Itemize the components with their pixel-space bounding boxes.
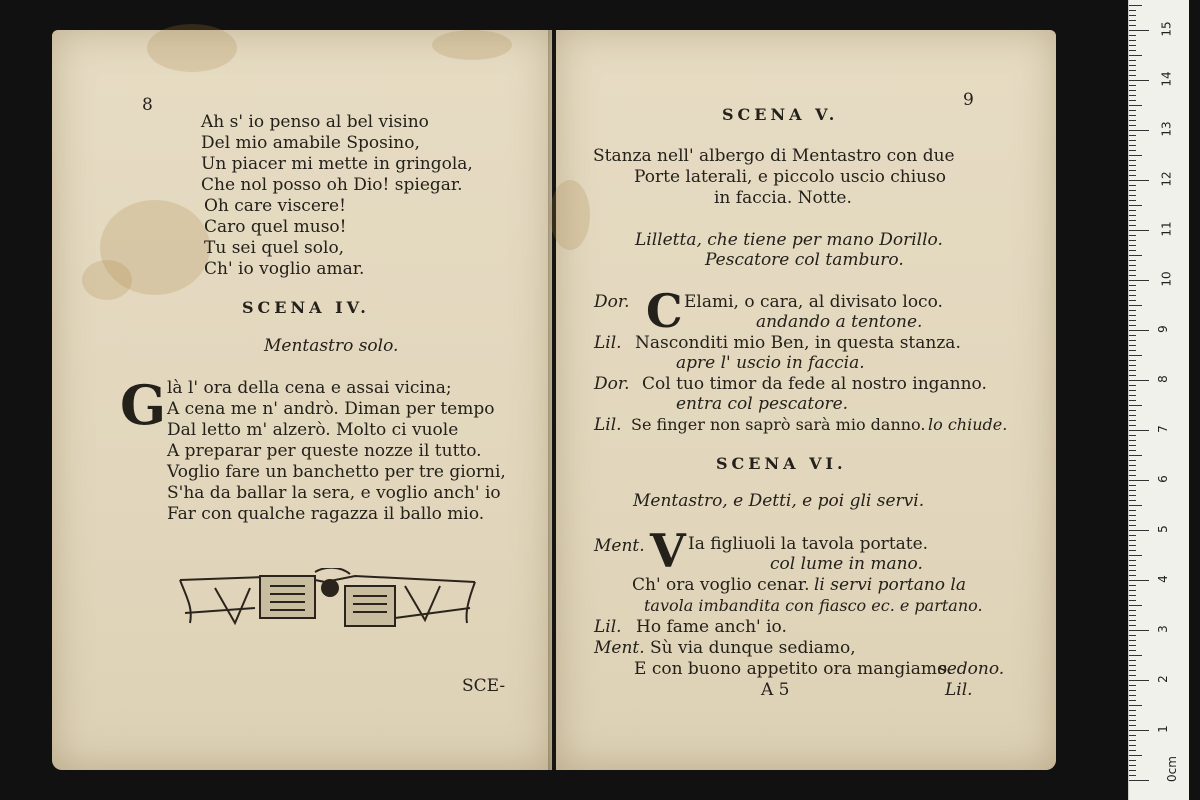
ruler-label: 14 [1159, 71, 1174, 87]
ruler-tick [1129, 580, 1149, 581]
ruler-tick [1129, 740, 1136, 741]
ruler-tick [1129, 330, 1149, 331]
ruler-tick [1129, 345, 1136, 346]
verse-line: Che nol posso oh Dio! spiegar. [201, 175, 463, 195]
ruler-tick [1129, 145, 1136, 146]
speaker-tag: Lil. [594, 415, 622, 435]
ruler-tick [1129, 675, 1136, 676]
ruler-tick [1129, 240, 1136, 241]
ruler-tick [1129, 545, 1136, 546]
ruler-tick [1129, 340, 1136, 341]
speech-line: A cena me n' andrò. Diman per tempo [167, 399, 495, 419]
ruler-label: 8 [1155, 375, 1170, 383]
dialogue-line: Ho fame anch' io. [636, 617, 787, 637]
dialogue-line: Col tuo timor da fede al nostro inganno. [642, 374, 987, 394]
ruler-tick [1129, 250, 1136, 251]
ruler-tick [1129, 660, 1136, 661]
ruler-tick [1129, 780, 1149, 781]
speaker-tag: Lil. [594, 333, 622, 353]
ruler-tick [1129, 425, 1136, 426]
ruler-tick [1129, 610, 1136, 611]
ruler-tick [1129, 60, 1136, 61]
ruler-tick [1129, 715, 1136, 716]
ruler-tick [1129, 255, 1142, 256]
ruler-tick [1129, 525, 1136, 526]
ruler-tick [1129, 365, 1136, 366]
ruler-label: 0cm [1164, 756, 1179, 782]
ruler-tick [1129, 750, 1136, 751]
ruler-tick [1129, 155, 1142, 156]
ruler-tick [1129, 245, 1136, 246]
ruler-tick [1129, 650, 1136, 651]
speaker-tag: Dor. [594, 374, 630, 394]
ruler-tick [1129, 350, 1136, 351]
ruler-tick [1129, 270, 1136, 271]
scene-heading: SCENA IV. [242, 298, 370, 317]
ruler-tick [1129, 710, 1136, 711]
ruler-tick [1129, 410, 1136, 411]
ruler-tick [1129, 460, 1136, 461]
ruler-tick [1129, 520, 1136, 521]
ruler-tick [1129, 775, 1136, 776]
characters-line: Mentastro, e Detti, e poi gli servi. [633, 491, 925, 511]
ruler-tick [1129, 260, 1136, 261]
ruler-label: 12 [1159, 171, 1174, 187]
speech-line: Far con qualche ragazza il ballo mio. [167, 504, 485, 524]
ruler-tick [1129, 515, 1136, 516]
ruler-tick [1129, 305, 1142, 306]
speech-line: Voglio fare un banchetto per tre giorni, [167, 462, 506, 482]
ruler-tick [1129, 385, 1136, 386]
ruler-tick [1129, 75, 1136, 76]
ruler-tick [1129, 565, 1136, 566]
stage-direction: tavola imbandita con fiasco ec. e partano. [644, 596, 983, 615]
ruler-tick [1129, 230, 1149, 231]
ruler-tick [1129, 45, 1136, 46]
ruler-tick [1129, 160, 1136, 161]
drop-cap: V [650, 524, 686, 578]
ruler-tick [1129, 315, 1136, 316]
ruler-tick [1129, 585, 1136, 586]
catchword: Lil. [945, 680, 973, 700]
ruler-tick [1129, 625, 1136, 626]
ruler-tick [1129, 320, 1136, 321]
ruler-tick [1129, 455, 1142, 456]
ruler-label: 9 [1155, 325, 1170, 333]
speech-line: là l' ora della cena e assai vicina; [167, 378, 452, 398]
ruler-tick [1129, 635, 1136, 636]
ruler-tick [1129, 90, 1136, 91]
ruler-label: 11 [1159, 221, 1174, 237]
ruler-tick [1129, 235, 1136, 236]
ruler-tick [1129, 360, 1136, 361]
ruler-tick [1129, 475, 1136, 476]
ruler-tick [1129, 275, 1136, 276]
ruler-tick [1129, 150, 1136, 151]
ruler-tick [1129, 745, 1136, 746]
ruler-tick [1129, 185, 1136, 186]
ruler-tick [1129, 285, 1136, 286]
ruler-tick [1129, 670, 1136, 671]
verse-line: Tu sei quel solo, [204, 238, 345, 258]
ruler-tick [1129, 415, 1136, 416]
dialogue-line: Sù via dunque sediamo, [650, 638, 856, 658]
speaker-tag: Dor. [594, 292, 630, 312]
ruler-tick [1129, 370, 1136, 371]
ruler-tick [1129, 55, 1142, 56]
stage-direction: apre l' uscio in faccia. [676, 353, 865, 373]
dialogue-line: Ch' ora voglio cenar. [632, 575, 810, 595]
ruler-tick [1129, 550, 1136, 551]
ruler-tick [1129, 630, 1149, 631]
setting-line: Stanza nell' albergo di Mentastro con due [593, 146, 955, 166]
ruler-tick [1129, 355, 1142, 356]
woodcut-ornament-icon [175, 568, 480, 638]
ruler-tick [1129, 695, 1136, 696]
setting-line: in faccia. Notte. [714, 188, 852, 208]
ruler-label: 13 [1159, 121, 1174, 137]
ruler-tick [1129, 705, 1142, 706]
left-page [52, 30, 552, 770]
ruler-tick [1129, 180, 1149, 181]
ruler-label: 1 [1155, 725, 1170, 733]
ruler-tick [1129, 560, 1136, 561]
ruler-tick [1129, 500, 1136, 501]
ruler-tick [1129, 480, 1149, 481]
drop-cap: G [120, 373, 167, 437]
measuring-ruler [1128, 0, 1189, 800]
ruler-tick [1129, 720, 1136, 721]
ruler-tick [1129, 135, 1136, 136]
ruler-tick [1129, 535, 1136, 536]
ruler-tick [1129, 215, 1136, 216]
ruler-tick [1129, 615, 1136, 616]
ruler-tick [1129, 445, 1136, 446]
ruler-label: 5 [1155, 525, 1170, 533]
signature-mark: A 5 [761, 680, 790, 700]
ruler-tick [1129, 80, 1149, 81]
ruler-tick [1129, 70, 1136, 71]
dialogue-line: Elami, o cara, al divisato loco. [684, 292, 943, 312]
ruler-tick [1129, 25, 1136, 26]
ruler-tick [1129, 665, 1136, 666]
ruler-tick [1129, 405, 1142, 406]
ruler-tick [1129, 680, 1149, 681]
ruler-tick [1129, 105, 1142, 106]
ruler-tick [1129, 605, 1142, 606]
scene-heading: SCENA V. [722, 105, 839, 124]
stage-direction: li servi portano la [814, 575, 967, 595]
ruler-tick [1129, 15, 1136, 16]
ruler-tick [1129, 210, 1136, 211]
ruler-tick [1129, 220, 1136, 221]
page-number: 9 [963, 90, 974, 110]
ruler-tick [1129, 465, 1136, 466]
ruler-label: 4 [1155, 575, 1170, 583]
dialogue-line: E con buono appetito ora mangiamo. [634, 659, 953, 679]
ruler-tick [1129, 570, 1136, 571]
ruler-label: 15 [1159, 21, 1174, 37]
ruler-tick [1129, 175, 1136, 176]
ruler-tick [1129, 170, 1136, 171]
ruler-tick [1129, 395, 1136, 396]
ruler-tick [1129, 590, 1136, 591]
ruler-tick [1129, 295, 1136, 296]
ruler-tick [1129, 760, 1136, 761]
ruler-tick [1129, 555, 1142, 556]
ruler-tick [1129, 65, 1136, 66]
ruler-tick [1129, 85, 1136, 86]
ruler-tick [1129, 655, 1142, 656]
ruler-tick [1129, 195, 1136, 196]
character-note: Mentastro solo. [264, 336, 399, 356]
ruler-tick [1129, 450, 1136, 451]
ruler-tick [1129, 755, 1142, 756]
ruler-tick [1129, 335, 1136, 336]
ruler-tick [1129, 110, 1136, 111]
ruler-tick [1129, 430, 1149, 431]
ruler-tick [1129, 505, 1142, 506]
setting-line: Porte laterali, e piccolo uscio chiuso [634, 167, 947, 187]
stage-direction: col lume in mano. [770, 554, 923, 574]
ruler-tick [1129, 265, 1136, 266]
speaker-tag: Ment. [594, 536, 645, 556]
ruler-tick [1129, 485, 1136, 486]
ruler-tick [1129, 645, 1136, 646]
ruler-label: 10 [1159, 271, 1174, 287]
stage-direction: entra col pescatore. [676, 394, 849, 414]
ruler-tick [1129, 495, 1136, 496]
verse-line: Ah s' io penso al bel visino [201, 112, 429, 132]
ruler-tick [1129, 530, 1149, 531]
ruler-tick [1129, 730, 1149, 731]
ruler-tick [1129, 435, 1136, 436]
ruler-tick [1129, 490, 1136, 491]
ruler-tick [1129, 280, 1149, 281]
ruler-tick [1129, 35, 1136, 36]
ruler-tick [1129, 600, 1136, 601]
characters-line: Pescatore col tamburo. [705, 250, 904, 270]
ruler-tick [1129, 10, 1136, 11]
ruler-tick [1129, 190, 1136, 191]
catchword: SCE- [462, 676, 506, 696]
speech-line: Dal letto m' alzerò. Molto ci vuole [167, 420, 459, 440]
ruler-tick [1129, 685, 1136, 686]
speech-line: A preparar per queste nozze il tutto. [167, 441, 482, 461]
speaker-tag: Lil. [594, 617, 622, 637]
ruler-tick [1129, 725, 1136, 726]
speaker-tag: Ment. [594, 638, 645, 658]
ruler-tick [1129, 225, 1136, 226]
ruler-tick [1129, 40, 1136, 41]
characters-line: Lilletta, che tiene per mano Dorillo. [635, 230, 943, 250]
ruler-tick [1129, 125, 1136, 126]
ruler-tick [1129, 200, 1136, 201]
ruler-tick [1129, 30, 1149, 31]
verse-line: Oh care viscere! [204, 196, 346, 216]
ruler-tick [1129, 540, 1136, 541]
ruler-tick [1129, 205, 1142, 206]
ruler-label: 6 [1155, 475, 1170, 483]
ruler-tick [1129, 440, 1136, 441]
ruler-tick [1129, 140, 1136, 141]
ruler-label: 3 [1155, 625, 1170, 633]
ruler-tick [1129, 595, 1136, 596]
ruler-tick [1129, 690, 1136, 691]
ruler-tick [1129, 380, 1149, 381]
ruler-tick [1129, 700, 1136, 701]
ruler-tick [1129, 325, 1136, 326]
speech-line: S'ha da ballar la sera, e voglio anch' io [167, 483, 501, 503]
ruler-tick [1129, 130, 1149, 131]
ruler-tick [1129, 420, 1136, 421]
verse-line: Caro quel muso! [204, 217, 347, 237]
ruler-tick [1129, 575, 1136, 576]
verse-line: Un piacer mi mette in gringola, [201, 154, 473, 174]
ruler-tick [1129, 120, 1136, 121]
ruler-tick [1129, 620, 1136, 621]
ruler-tick [1129, 470, 1136, 471]
ruler-tick [1129, 390, 1136, 391]
ruler-tick [1129, 20, 1136, 21]
ruler-tick [1129, 300, 1136, 301]
scene-heading: SCENA VI. [716, 454, 847, 473]
verse-line: Del mio amabile Sposino, [201, 133, 420, 153]
ruler-tick [1129, 735, 1136, 736]
right-page [556, 30, 1056, 770]
ruler-tick [1129, 770, 1136, 771]
dialogue-line: Nasconditi mio Ben, in questa stanza. [635, 333, 961, 353]
ruler-tick [1129, 165, 1136, 166]
ruler-tick [1129, 50, 1136, 51]
ruler-tick [1129, 5, 1142, 6]
verse-line: Ch' io voglio amar. [204, 259, 365, 279]
ruler-tick [1129, 510, 1136, 511]
ruler-label: 7 [1155, 425, 1170, 433]
ruler-tick [1129, 640, 1136, 641]
stage-direction: sedono. [938, 659, 1005, 679]
dialogue-line: Se finger non saprò sarà mio danno. [631, 415, 926, 434]
ruler-tick [1129, 400, 1136, 401]
ruler-tick [1129, 310, 1136, 311]
stage-direction: andando a tentone. [756, 312, 923, 332]
ruler-tick [1129, 115, 1136, 116]
ruler-label: 2 [1155, 675, 1170, 683]
ruler-tick [1129, 95, 1136, 96]
ruler-tick [1129, 290, 1136, 291]
drop-cap: C [646, 284, 683, 338]
page-number: 8 [142, 95, 153, 115]
ruler-tick [1129, 375, 1136, 376]
dialogue-line: Ia figliuoli la tavola portate. [688, 534, 929, 554]
ruler-tick [1129, 765, 1136, 766]
stage-direction: lo chiude. [928, 415, 1008, 434]
ruler-tick [1129, 100, 1136, 101]
